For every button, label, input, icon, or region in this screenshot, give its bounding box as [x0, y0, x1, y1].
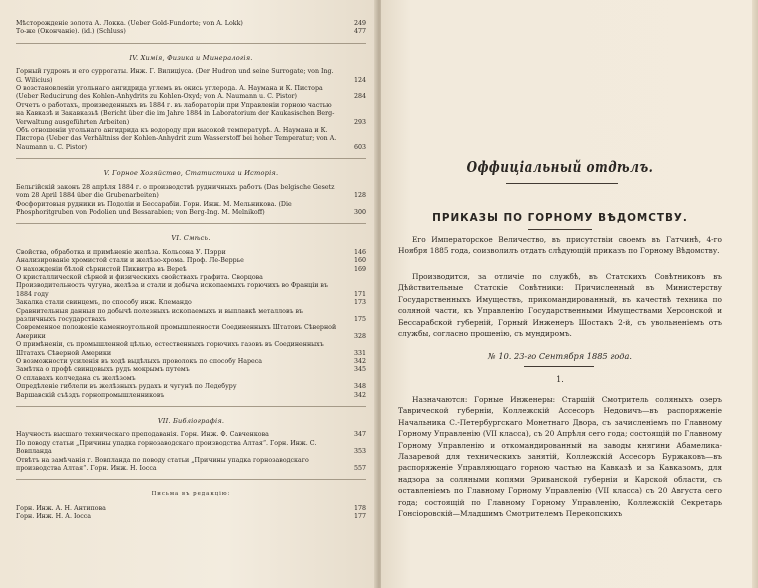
toc-entry-page: 169: [353, 265, 366, 273]
toc-entry-text: Горн. Инж. А. Н. Антипова: [16, 504, 106, 512]
toc-entry-text: Опредѣленіе гиблели въ желѣзныхъ рудахъ и чугунѣ по Ледебуру: [16, 383, 237, 391]
toc-entry: [16, 440, 366, 457]
toc-entry-page: 477: [353, 28, 366, 36]
toc-entry: [16, 28, 366, 36]
toc-entry: [16, 324, 366, 341]
section-divider: [16, 158, 366, 159]
toc-entry-page: 331: [353, 349, 366, 357]
toc-entry-page: 300: [353, 208, 366, 216]
title-rule: [506, 183, 618, 184]
order-rule: [524, 366, 594, 367]
toc-entry: [16, 431, 366, 439]
title-rule: [528, 229, 592, 230]
toc-entry-text: Мѣсторожденіе золота А. Локка. (Ueber Gold-Fundorte; von A. Lokk): [16, 20, 243, 27]
toc-entry-page: 342: [353, 358, 366, 365]
toc-entry-text: Фосфоритовыя рудники въ Подоліи и Бессарабіи. Горн. Инж. М. Мельникова. (Die Phosphoritgruben von Podolien und Bessarabien; von Berg-Ing. M. Melnikoff): [16, 200, 292, 216]
toc-entry: [16, 358, 366, 366]
toc-entry-page: 328: [353, 332, 366, 340]
toc-entry-text: О кристаллической сѣрной и физическихъ свойствахъ графита. Сворцова: [16, 273, 263, 281]
toc-entry-page: 345: [353, 366, 366, 374]
toc-entry-text: Производительность чугуна, желѣза и стали и добыча ископаемыхъ горючихъ во Франціи въ 1884 году: [16, 282, 328, 298]
section-divider: [16, 223, 366, 224]
toc-entry-page: 171: [353, 290, 366, 298]
toc-entry: [16, 249, 366, 257]
order-item-number: 1.: [556, 375, 564, 384]
toc-entry-page: 348: [353, 383, 366, 391]
section-divider: [16, 479, 366, 480]
toc-entry-text: Сравнительныя данныя по добычѣ полезныхъ ископаемыхъ и выплавкѣ металловъ въ различныхъ государствахъ: [16, 307, 304, 323]
orders-title: ПРИКАЗЫ ПО ГОРНОМУ ВѢДОМСТВУ.: [432, 212, 688, 224]
toc-entry-text: Закалка стали свинцемъ, по способу инж. Клемандо: [16, 299, 192, 307]
toc-entry-text: О примѣненіи, съ промышленной цѣлью, естественныхъ горючихъ газовъ въ Соединенныхъ Штатахъ Сѣверной Америки: [16, 341, 324, 357]
page-edge: [752, 0, 758, 588]
toc-entry-page: 293: [353, 118, 366, 126]
toc-entry-text: Горн. Инж. Н. А. Іосса: [16, 513, 92, 521]
toc-entry-text: Горный гудронъ и его суррогаты. Инж. Г. Вилиціуса. (Der Hudron und seine Surrogate; von Ing. G. Wilicius): [16, 68, 334, 84]
section-heading: IV. Химія, Физика и Минералогія.: [129, 53, 253, 62]
toc-entry: [16, 341, 366, 358]
toc-entry: [16, 266, 366, 274]
toc-entry-page: 347: [353, 431, 366, 439]
toc-entry-text: Отчетъ о работахъ, произведенныхъ въ 1884 г. въ лабораторіи при Управленіи горною частью на Кавказѣ и Закавказьѣ (Bericht über die im Jahre 1884 in Laboratorium der Kaukasischen Berg-Verwaltung ausgeführten Arbeiten): [16, 101, 335, 126]
paragraph-3: Назначаются: Горные Инженеры: Старшій Смотритель соляныхъ озеръ Таврической губерніи, Коллежскій Ассесоръ Недовичъ—въ распоряженіе Начальника С.-Петербургскаго Монетнаго Двора, съ зачисленіемъ по Главному Горному Управленію (VII класса), съ 20 Апрѣля сего года; состоящій по Главному Горному Управленію и откомандированный на заводы княгини Абамелика-Лазаревой для техническихъ занятій, Коллежскій Ассесоръ Буржаковъ—въ распоряженіе Управляющаго горною частью на Кавказѣ и за Кавказомъ, для надзора за соляными копями Эриванской губерніи и Карской области, съ оставленіемъ по Главному Горному Управленію (VII класса) съ 20 Августа сего года; состоящій по Главному Горному Управленію, Коллежскій Секретарь Гонсіоровскій—Младшимъ Смотрителемъ Перекопскихъ: [398, 395, 722, 519]
paragraph-1: Его Императорское Величество, въ присутствіи своемъ въ Гатчинѣ, 4-го Ноября 1885 года, соизволилъ отдать слѣдующій приказъ по Горному Вѣдомству.: [398, 235, 722, 256]
toc-entry: [16, 513, 366, 521]
toc-entry-page: 284: [353, 93, 366, 101]
toc-entry-text: О возстановленіи угольнаго ангидрида углемъ въ окись углерода. А. Наумана и К. Пистора (Ueber Reducirung des Kohlen-Anhydrits zu Kohlen-Oxyd; von A. Naumann u. C. Pistor): [16, 85, 323, 101]
toc-entry-text: По поводу статьи „Причины упадка горнозаводскаго производства Алтая“. Горн. Инж. С. Вовпланда: [16, 439, 317, 456]
toc-entry: [16, 505, 366, 513]
letters-heading: Письма въ редакцію:: [151, 491, 231, 498]
toc-entry: [16, 282, 366, 299]
toc-entry: [16, 127, 366, 152]
toc-entry-text: Свойства, обработка и примѣненіе желѣза. Кольсона У. Пэрри: [16, 248, 226, 256]
toc-entry: [16, 85, 366, 102]
toc-entry: [16, 457, 366, 474]
toc-entry-page: 124: [353, 76, 366, 84]
order-number: № 10. 23-го Сентября 1885 года.: [488, 351, 632, 361]
toc-entry-page: 173: [353, 299, 366, 307]
toc-entry: [16, 274, 366, 282]
toc-entry: [16, 383, 366, 391]
toc-entry-text: Анализированіе хромистой стали и желѣзо-хрома. Проф. Ле-Веррье: [16, 257, 244, 265]
toc-entry-text: Бельгійскій законъ 28 апрѣля 1884 г. о производствѣ рудничныхъ работъ (Das belgische Gesetz vom 28 April 1884 über die Grubenarbeiten): [16, 183, 335, 200]
toc-entry-text: О нахожденіи бѣлой сѣрнистой Пиквитра въ Вереѣ: [16, 265, 187, 273]
toc-entry-text: Отвѣтъ на замѣчанія г. Вовпланда по поводу статьи „Причины упадка горнозаводскаго производства Алтая“. Горн. Инж. Н. Іосса: [16, 456, 309, 473]
toc-entry: [16, 68, 366, 85]
toc-entry-page: 557: [353, 465, 366, 473]
toc-entry-page: 603: [353, 143, 366, 151]
toc-entry-text: Современное положеніе каменноугольной промышленности Соединенныхъ Штатовъ Сѣверной Америки: [16, 324, 337, 340]
toc-entry-page: 146: [353, 248, 366, 256]
toc-entry: [16, 102, 366, 127]
toc-entry-page: 175: [353, 315, 366, 323]
toc-entry: [16, 366, 366, 374]
toc-entry-page: 160: [353, 257, 366, 265]
toc-entry-page: 342: [353, 391, 366, 399]
paragraph-2: Производится, за отличіе по службѣ, въ Статскихъ Совѣтниковъ въ Дѣйствительные Статскіе Совѣтники: Причисленный въ Министерству Государственныхъ Имуществъ, прикомандированный, въ качествѣ техника по соляной части, къ Управленію Государственными Имуществами Херсонской и Бессарабской губерній, Горный Инженеръ Шостакъ 2-й, съ увольненіемъ отъ службы, согласно прошенію, съ мундиромъ.: [398, 272, 722, 339]
toc-entry: [16, 20, 366, 28]
toc-entry-page: 128: [353, 192, 366, 200]
table-of-contents: [16, 20, 366, 522]
toc-entry-text: То-же (Окончаніе). (id.) (Schluss): [16, 28, 126, 36]
toc-entry: [16, 299, 366, 307]
toc-entry-page: 178: [353, 504, 366, 512]
toc-entry: [16, 392, 366, 400]
section-heading: V. Горное Хозяйство, Статистика и Исторія.: [103, 169, 279, 178]
toc-entry-text: Замѣтка о профѣ свинцовыхъ рудъ мокрымъ путемъ: [16, 366, 190, 374]
toc-entry: [16, 308, 366, 325]
toc-entry: [16, 257, 366, 265]
toc-entry: [16, 184, 366, 201]
section-divider: [16, 43, 366, 44]
section-divider: [16, 406, 366, 407]
toc-entry-page: 249: [353, 20, 366, 27]
toc-entry-text: О возможности усиленія въ ходѣ выдѣлыхъ проволокъ по способу Нареса: [16, 358, 263, 365]
toc-entry-page: 353: [353, 448, 366, 456]
toc-entry-text: Объ отношеніи угольнаго ангидрида къ водороду при высокой температурѣ. А. Наумана и К. Пистора (Ueber das Verhältniss der Kohlen-Anhydrit zum Wasserstoff bei hoher Temperatur; von A. Naumann u. C. Pistor): [16, 127, 337, 151]
section-heading: VII. Библіографія.: [157, 417, 225, 426]
section-title: Оффиціальный отдѣлъ.: [466, 158, 654, 176]
section-heading: VI. Смѣсь.: [171, 234, 211, 243]
toc-entry-page: 177: [353, 513, 366, 521]
toc-entry-text: Научность высшаго техническаго преподаванія. Горн. Инж. Ф. Савченкова: [16, 431, 269, 439]
toc-entry-text: О сплавахъ колчедана съ желѣзомъ: [16, 374, 136, 382]
toc-entry-text: Варшавскій съѣздъ горнопромышленниковъ: [16, 391, 165, 399]
toc-entry: [16, 375, 366, 383]
toc-entry: [16, 201, 366, 218]
